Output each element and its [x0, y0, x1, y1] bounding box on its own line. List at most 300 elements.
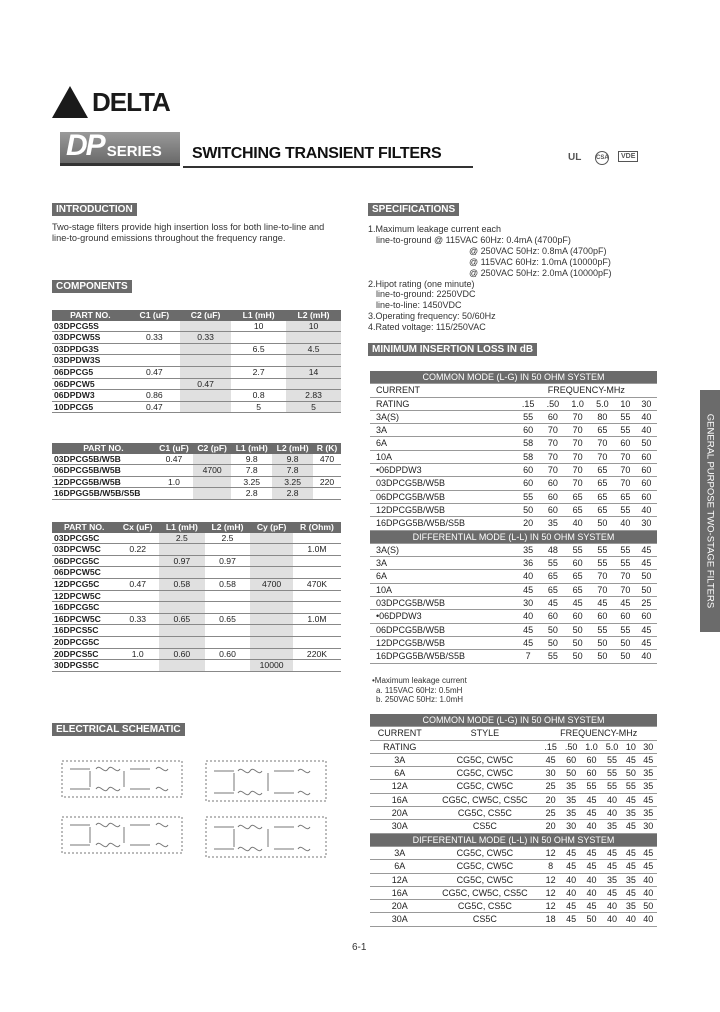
value-cell — [250, 636, 293, 648]
value-cell: 4.5 — [286, 343, 341, 355]
rating-cell: 12DPCG5B/W5B — [370, 636, 516, 649]
part-no-cell: 03DPCG5B/W5B — [52, 454, 155, 465]
value-cell: 60 — [540, 503, 565, 516]
value-cell: 40 — [615, 517, 636, 530]
table-row — [52, 332, 341, 344]
table-row — [370, 610, 657, 623]
style-cell: CG5C, CW5C — [429, 873, 540, 886]
components-table-3 — [52, 522, 341, 672]
value-cell: 55 — [581, 780, 601, 793]
value-cell: 40 — [565, 517, 590, 530]
part-no-cell: 03DPCW5S — [52, 332, 129, 344]
value-cell: 65 — [615, 490, 636, 503]
table-row — [52, 366, 341, 378]
value-cell: 470 — [313, 454, 341, 465]
value-cell: 65 — [590, 464, 615, 477]
rating-cell: 3A — [370, 846, 429, 859]
table-row — [370, 636, 657, 649]
insertion-table-2 — [370, 714, 657, 927]
value-cell: 35 — [602, 820, 622, 833]
value-cell: 45 — [561, 913, 581, 926]
value-cell: 45 — [581, 793, 601, 806]
part-no-cell: 16DPCS5C — [52, 625, 116, 637]
value-cell: 50 — [636, 570, 657, 583]
table-row — [370, 597, 657, 610]
table-row — [370, 557, 657, 570]
value-cell: 9.8 — [231, 454, 272, 465]
table-row — [370, 477, 657, 490]
value-cell: 0.47 — [155, 454, 193, 465]
value-cell: 30 — [516, 597, 541, 610]
value-cell: 40 — [622, 913, 639, 926]
value-cell — [250, 544, 293, 556]
value-cell: 55 — [590, 557, 615, 570]
value-cell — [293, 625, 341, 637]
value-cell: 55 — [602, 780, 622, 793]
part-no-cell: 06DPCG5 — [52, 366, 129, 378]
value-cell: 55 — [615, 424, 636, 437]
value-cell: 6.5 — [231, 343, 286, 355]
page-title: SWITCHING TRANSIENT FILTERS — [192, 145, 442, 162]
value-cell: 40 — [516, 610, 541, 623]
value-cell — [116, 555, 159, 567]
value-cell — [193, 488, 231, 500]
rating-cell: 16DPGG5B/W5B/S5B — [370, 650, 516, 663]
value-cell: 65 — [590, 503, 615, 516]
table-row — [370, 767, 657, 780]
value-cell: 60 — [565, 610, 590, 623]
value-cell: 60 — [590, 610, 615, 623]
section-row — [370, 714, 657, 727]
th-cx: Cx (uF) — [116, 522, 159, 533]
style-cell: CG5C, CS5C — [429, 900, 540, 913]
freq-cell: .50 — [561, 740, 581, 753]
value-cell: 70 — [565, 410, 590, 423]
part-no-cell: 03DPDG3S — [52, 343, 129, 355]
table-row — [370, 780, 657, 793]
rating-cell: 3A — [370, 557, 516, 570]
value-cell: 60 — [540, 610, 565, 623]
value-cell: 55 — [622, 780, 639, 793]
table-row — [52, 625, 341, 637]
style-cell: CG5C, CW5C — [429, 860, 540, 873]
value-cell: 40 — [581, 873, 601, 886]
rating-cell: 16A — [370, 886, 429, 899]
spec-line: line-to-ground: 2250VDC — [376, 289, 476, 300]
table-row — [370, 623, 657, 636]
rating-cell: 3A(S) — [370, 543, 516, 556]
value-cell: 55 — [516, 410, 541, 423]
value-cell — [159, 625, 205, 637]
value-cell: 45 — [516, 636, 541, 649]
value-cell: 55 — [602, 753, 622, 766]
spec-line: line-to-ground @ 115VAC 60Hz: 0.4mA (4700pF) — [376, 234, 571, 245]
value-cell: 50 — [540, 623, 565, 636]
value-cell — [293, 567, 341, 579]
table-row — [52, 355, 341, 367]
value-cell — [205, 544, 251, 556]
value-cell: 50 — [640, 900, 657, 913]
value-cell: 50 — [590, 517, 615, 530]
part-no-cell: 12DPCW5C — [52, 590, 116, 602]
value-cell: 45 — [581, 860, 601, 873]
value-cell: 60 — [516, 464, 541, 477]
value-cell: 35 — [622, 807, 639, 820]
intro-text: Two-stage filters provide high insertion loss for both line-to-line and line-to-ground emissions throughout the frequency range. — [52, 222, 325, 243]
value-cell: 45 — [602, 860, 622, 873]
section-row — [370, 833, 657, 846]
th-r: R (Ohm) — [293, 522, 341, 533]
table-row — [370, 753, 657, 766]
value-cell: 40 — [640, 886, 657, 899]
freq-header: FREQUENCY-MHz — [540, 727, 657, 740]
value-cell — [293, 590, 341, 602]
spec-line: 4.Rated voltage: 115/250VAC — [368, 322, 486, 333]
value-cell: 60 — [615, 437, 636, 450]
schematic-header: ELECTRICAL SCHEMATIC — [52, 723, 185, 736]
th-c1: C1 (uF) — [129, 310, 180, 321]
freq-header: FREQUENCY-MHz — [516, 384, 657, 397]
spec-line: line-to-line: 1450VDC — [376, 300, 462, 311]
value-cell: 60 — [636, 477, 657, 490]
value-cell: 1.0 — [155, 476, 193, 488]
table-row — [52, 401, 341, 413]
value-cell: 4700 — [250, 578, 293, 590]
value-cell: 12 — [540, 873, 560, 886]
value-cell — [129, 378, 180, 390]
schematic-2 — [206, 761, 326, 801]
value-cell: 70 — [540, 424, 565, 437]
freq-cell: 1.0 — [565, 397, 590, 410]
rating-cell: 06DPCG5B/W5B — [370, 490, 516, 503]
rating-cell: 6A — [370, 570, 516, 583]
value-cell: 50 — [565, 636, 590, 649]
value-cell: 45 — [622, 860, 639, 873]
style-cell: CG5C, CW5C — [429, 767, 540, 780]
th-r: R (K) — [313, 443, 341, 454]
value-cell: 2.5 — [205, 533, 251, 544]
value-cell: 50 — [636, 437, 657, 450]
table-row — [370, 807, 657, 820]
schematic-section — [52, 723, 185, 736]
style-header: STYLE — [429, 727, 540, 740]
value-cell: 50 — [615, 636, 636, 649]
value-cell: 35 — [622, 873, 639, 886]
value-cell — [116, 602, 159, 614]
header-row — [370, 740, 657, 753]
value-cell: 45 — [636, 636, 657, 649]
value-cell — [286, 355, 341, 367]
value-cell: 45 — [561, 846, 581, 859]
th-cy: Cy (pF) — [250, 522, 293, 533]
value-cell — [250, 590, 293, 602]
value-cell: 60 — [615, 610, 636, 623]
value-cell: 70 — [565, 477, 590, 490]
header-row — [370, 727, 657, 740]
value-cell: 20 — [540, 820, 560, 833]
value-cell: 70 — [540, 437, 565, 450]
value-cell: 60 — [565, 557, 590, 570]
value-cell: 45 — [640, 753, 657, 766]
value-cell: 10000 — [250, 660, 293, 672]
value-cell: 35 — [640, 767, 657, 780]
table-row — [370, 517, 657, 530]
table-row — [52, 636, 341, 648]
value-cell: 5 — [286, 401, 341, 413]
th-part: PART NO. — [52, 310, 129, 321]
table-row — [52, 390, 341, 402]
current-header: CURRENT — [370, 727, 429, 740]
value-cell: 55 — [590, 543, 615, 556]
rating-cell: 16A — [370, 793, 429, 806]
dm-title: DIFFERENTIAL MODE (L-L) IN 50 OHM SYSTEM — [370, 833, 657, 846]
value-cell: 45 — [561, 860, 581, 873]
rating-cell: 30A — [370, 913, 429, 926]
value-cell: 50 — [565, 650, 590, 663]
table-row — [52, 555, 341, 567]
vde-cert-icon: VDE — [618, 151, 638, 162]
value-cell: 18 — [540, 913, 560, 926]
value-cell: 40 — [636, 650, 657, 663]
rating-cell: 6A — [370, 767, 429, 780]
table-row — [370, 490, 657, 503]
value-cell: 2.8 — [272, 488, 313, 500]
cm-title: COMMON MODE (L-G) IN 50 OHM SYSTEM — [370, 714, 657, 727]
value-cell — [313, 488, 341, 500]
value-cell: 70 — [540, 450, 565, 463]
table-row — [52, 488, 341, 500]
value-cell: 470K — [293, 578, 341, 590]
value-cell: 1.0M — [293, 544, 341, 556]
value-cell: 60 — [581, 767, 601, 780]
part-no-cell: 16DPGG5B/W5B/S5B — [52, 488, 155, 500]
value-cell: 2.5 — [159, 533, 205, 544]
insertion-header: MINIMUM INSERTION LOSS IN dB — [368, 343, 537, 356]
value-cell — [205, 660, 251, 672]
value-cell: 3.25 — [272, 476, 313, 488]
value-cell: 35 — [516, 543, 541, 556]
value-cell: 45 — [636, 543, 657, 556]
delta-triangle-icon — [52, 86, 88, 118]
rating-cell: 6A — [370, 437, 516, 450]
section-row — [370, 530, 657, 543]
th-l2: L2 (mH) — [286, 310, 341, 321]
th-l1: L1 (mH) — [231, 310, 286, 321]
value-cell: 40 — [636, 424, 657, 437]
note-line: •Maximum leakage current — [372, 676, 467, 685]
table-row — [370, 650, 657, 663]
rating-cell: 20A — [370, 807, 429, 820]
schematic-1 — [62, 761, 182, 797]
value-cell: 70 — [615, 583, 636, 596]
table-row — [52, 590, 341, 602]
freq-cell: .15 — [540, 740, 560, 753]
value-cell: 25 — [540, 807, 560, 820]
value-cell: 45 — [636, 623, 657, 636]
value-cell: 60 — [636, 450, 657, 463]
value-cell: 70 — [540, 464, 565, 477]
value-cell: 65 — [565, 583, 590, 596]
value-cell: 60 — [516, 424, 541, 437]
value-cell: 80 — [590, 410, 615, 423]
value-cell — [250, 613, 293, 625]
th-part: PART NO. — [52, 522, 116, 533]
value-cell: 50 — [581, 913, 601, 926]
value-cell — [159, 602, 205, 614]
value-cell: 70 — [565, 437, 590, 450]
insertion-table-1 — [370, 371, 657, 664]
value-cell — [116, 567, 159, 579]
value-cell: 220K — [293, 648, 341, 660]
value-cell: 40 — [581, 886, 601, 899]
value-cell: 58 — [516, 450, 541, 463]
value-cell: 65 — [565, 570, 590, 583]
value-cell: 50 — [516, 503, 541, 516]
rating-cell: 16DPGG5B/W5B/S5B — [370, 517, 516, 530]
table-row — [370, 503, 657, 516]
value-cell — [286, 378, 341, 390]
schematic-3 — [62, 817, 182, 853]
rating-cell: 12A — [370, 780, 429, 793]
part-no-cell: 30DPGS5C — [52, 660, 116, 672]
value-cell — [180, 343, 231, 355]
value-cell: 45 — [561, 900, 581, 913]
value-cell: 60 — [540, 410, 565, 423]
part-no-cell: 06DPCW5C — [52, 567, 116, 579]
value-cell: 50 — [615, 650, 636, 663]
value-cell: 50 — [636, 583, 657, 596]
table-row — [370, 873, 657, 886]
value-cell — [116, 636, 159, 648]
value-cell: 50 — [590, 650, 615, 663]
value-cell: 30 — [640, 820, 657, 833]
table-row — [370, 410, 657, 423]
table-row — [52, 660, 341, 672]
value-cell: 65 — [590, 490, 615, 503]
note-line: b. 250VAC 50Hz: 1.0mH — [376, 695, 464, 704]
value-cell: 35 — [561, 793, 581, 806]
value-cell — [180, 366, 231, 378]
value-cell: 0.8 — [231, 390, 286, 402]
table-row — [370, 450, 657, 463]
specs-section — [368, 203, 612, 333]
rating-cell: 10A — [370, 450, 516, 463]
value-cell: 3.25 — [231, 476, 272, 488]
value-cell — [193, 454, 231, 465]
value-cell: 45 — [540, 753, 560, 766]
value-cell: 0.58 — [205, 578, 251, 590]
style-cell: CG5C, CW5C — [429, 846, 540, 859]
series-big: DP — [66, 129, 104, 162]
value-cell: 0.47 — [129, 366, 180, 378]
value-cell: 55 — [565, 543, 590, 556]
value-cell — [293, 533, 341, 544]
value-cell: 70 — [590, 570, 615, 583]
value-cell: 40 — [581, 820, 601, 833]
sidebar-tab — [700, 390, 720, 632]
th-l1: L1 (mH) — [159, 522, 205, 533]
part-no-cell: 20DPCS5C — [52, 648, 116, 660]
table-row — [370, 860, 657, 873]
value-cell: 45 — [581, 846, 601, 859]
value-cell — [205, 636, 251, 648]
ul-cert-icon: UL — [568, 152, 582, 163]
value-cell: 60 — [636, 610, 657, 623]
value-cell: 35 — [602, 873, 622, 886]
title-underline — [183, 166, 473, 168]
part-no-cell: 16DPCG5C — [52, 602, 116, 614]
value-cell: 45 — [622, 793, 639, 806]
part-no-cell: 06DPCG5C — [52, 555, 116, 567]
value-cell: 7.8 — [272, 465, 313, 477]
rating-cell: 3A — [370, 753, 429, 766]
value-cell: 0.97 — [159, 555, 205, 567]
style-cell: CG5C, CS5C — [429, 807, 540, 820]
value-cell — [250, 625, 293, 637]
value-cell: 45 — [590, 597, 615, 610]
value-cell — [180, 401, 231, 413]
value-cell: 0.65 — [159, 613, 205, 625]
rating-cell: 03DPCG5B/W5B — [370, 597, 516, 610]
rating-cell: •06DPDW3 — [370, 464, 516, 477]
value-cell: 70 — [615, 477, 636, 490]
value-cell: 50 — [590, 636, 615, 649]
part-no-cell: 03DPCW5C — [52, 544, 116, 556]
table-row — [52, 567, 341, 579]
spec-line: 2.Hipot rating (one minute) — [368, 278, 475, 289]
value-cell: 0.58 — [159, 578, 205, 590]
value-cell — [180, 355, 231, 367]
value-cell: 40 — [602, 913, 622, 926]
freq-cell: .15 — [516, 397, 541, 410]
value-cell — [231, 355, 286, 367]
th-c1: C1 (uF) — [155, 443, 193, 454]
table-row — [52, 454, 341, 465]
value-cell: 0.65 — [205, 613, 251, 625]
value-cell: 12 — [540, 900, 560, 913]
value-cell — [250, 555, 293, 567]
value-cell: 45 — [565, 597, 590, 610]
table-row — [370, 570, 657, 583]
value-cell: 60 — [516, 477, 541, 490]
freq-cell: 1.0 — [581, 740, 601, 753]
table-row — [52, 602, 341, 614]
value-cell: 35 — [640, 807, 657, 820]
spec-line: 1.Maximum leakage current each — [368, 224, 502, 234]
value-cell — [159, 544, 205, 556]
value-cell: 0.60 — [159, 648, 205, 660]
value-cell: 9.8 — [272, 454, 313, 465]
value-cell: 1.0 — [116, 648, 159, 660]
value-cell — [155, 488, 193, 500]
schematic-4 — [206, 817, 326, 857]
value-cell — [116, 660, 159, 672]
style-cell: CS5C — [429, 913, 540, 926]
part-no-cell: 06DPDW3 — [52, 390, 129, 402]
cm-title: COMMON MODE (L-G) IN 50 OHM SYSTEM — [370, 371, 657, 384]
schematic-diagrams — [60, 755, 340, 865]
value-cell: 65 — [565, 490, 590, 503]
table-row — [52, 578, 341, 590]
freq-cell: 10 — [615, 397, 636, 410]
value-cell: 1.0M — [293, 613, 341, 625]
value-cell: 55 — [615, 623, 636, 636]
part-no-cell: 03DPCG5C — [52, 533, 116, 544]
value-cell: 65 — [590, 477, 615, 490]
value-cell: 40 — [640, 913, 657, 926]
value-cell — [159, 590, 205, 602]
value-cell — [159, 636, 205, 648]
